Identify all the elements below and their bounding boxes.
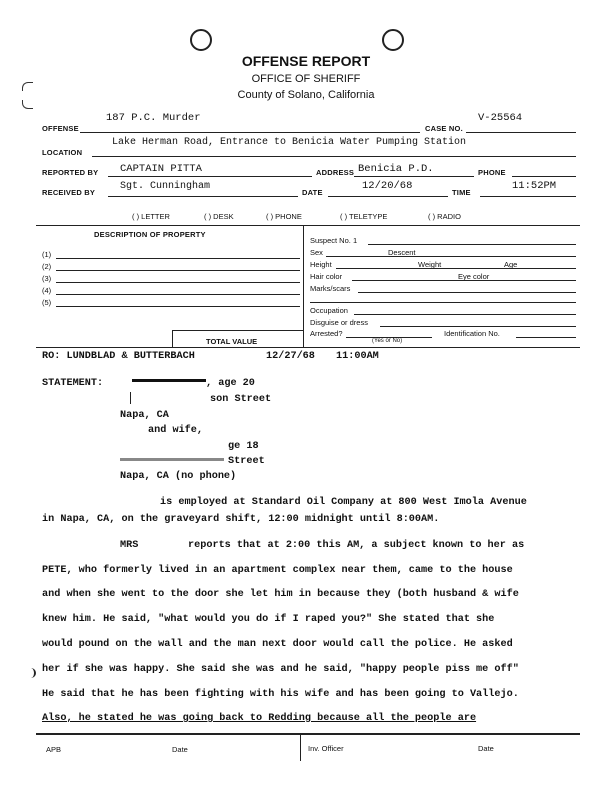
suspect-no-line bbox=[368, 244, 576, 245]
reported-by-label: REPORTED BY bbox=[42, 168, 99, 177]
body-line-2: in Napa, CA, on the graveyard shift, 12:00 midnight until 8:00AM. bbox=[42, 514, 440, 525]
method-teletype: ( ) TELETYPE bbox=[340, 212, 388, 221]
box-divider bbox=[303, 225, 304, 347]
offense-value: 187 P.C. Murder bbox=[106, 112, 201, 124]
time-underline bbox=[480, 196, 576, 197]
case-no-label: CASE NO. bbox=[425, 124, 463, 133]
phone-underline bbox=[512, 176, 576, 177]
method-letter: ( ) LETTER bbox=[132, 212, 170, 221]
body-line-3b: reports that at 2:00 this AM, a subject known to her as bbox=[188, 540, 525, 551]
property-line-5 bbox=[56, 306, 300, 307]
received-by-value: Sgt. Cunningham bbox=[120, 181, 211, 192]
sex-line bbox=[326, 256, 576, 257]
id-no-line bbox=[516, 337, 576, 338]
statement-line-4: and wife, bbox=[148, 425, 204, 436]
body-line-1: is employed at Standard Oil Company at 800 West Imola Avenue bbox=[160, 497, 527, 508]
date-value: 12/20/68 bbox=[362, 180, 413, 192]
body-line-4: PETE, who formerly lived in an apartment complex near them, came to the house bbox=[42, 565, 513, 576]
address-underline bbox=[354, 176, 474, 177]
property-row-5: (5) bbox=[42, 298, 52, 307]
footer-date-1: Date bbox=[172, 745, 188, 754]
offense-underline bbox=[80, 132, 420, 133]
footer-divider bbox=[300, 733, 301, 761]
height-line bbox=[336, 268, 576, 269]
property-row-1: (1) bbox=[42, 250, 52, 259]
yes-no-hint: (Yes or No) bbox=[372, 338, 403, 344]
arrested-label: Arrested? bbox=[310, 329, 343, 338]
hair-line bbox=[352, 280, 576, 281]
body-line-8: her if she was happy. She said she was and he said, "happy people piss me off" bbox=[42, 664, 519, 675]
report-title: OFFENSE REPORT bbox=[241, 53, 371, 69]
total-value-left bbox=[172, 330, 173, 347]
ro-officers: RO: LUNDBLAD & BUTTERBACH bbox=[42, 351, 195, 362]
offense-label: OFFENSE bbox=[42, 124, 79, 133]
time-value: 11:52PM bbox=[512, 180, 557, 192]
margin-mark-2 bbox=[22, 100, 33, 109]
marks-line-2 bbox=[310, 302, 576, 303]
statement-line-7: Napa, CA (no phone) bbox=[120, 471, 237, 482]
statement-label: STATEMENT: bbox=[42, 378, 104, 389]
punch-hole-left bbox=[190, 29, 212, 51]
address-label: ADDRESS bbox=[316, 168, 355, 177]
phone-label: PHONE bbox=[478, 168, 506, 177]
body-line-9: He said that he has been fighting with his wife and has been going to Vallejo. bbox=[42, 689, 519, 700]
age-label: Age bbox=[504, 260, 518, 269]
redaction-1 bbox=[132, 379, 206, 382]
footer-apb: APB bbox=[46, 745, 62, 754]
box-bottom bbox=[36, 347, 580, 348]
margin-mark-1 bbox=[22, 82, 33, 91]
redaction-2 bbox=[120, 458, 224, 461]
eye-label: Eye color bbox=[458, 272, 490, 281]
body-line-5: and when she went to the door she let him in because they (both husband & wife bbox=[42, 589, 519, 600]
suspect-no: Suspect No. 1 bbox=[310, 236, 358, 245]
received-by-underline bbox=[108, 196, 298, 197]
margin-mark-3 bbox=[26, 668, 36, 678]
property-line-4 bbox=[56, 294, 300, 295]
ro-date: 12/27/68 bbox=[266, 351, 315, 362]
received-by-label: RECEIVED BY bbox=[42, 188, 96, 197]
method-phone: ( ) PHONE bbox=[266, 212, 302, 221]
reported-by-value: CAPTAIN PITTA bbox=[120, 163, 202, 175]
property-row-3: (3) bbox=[42, 274, 52, 283]
office-name: OFFICE OF SHERIFF bbox=[251, 73, 361, 85]
reported-by-underline bbox=[108, 176, 312, 177]
county-name: County of Solano, California bbox=[237, 89, 375, 101]
occupation-line bbox=[354, 314, 576, 315]
statement-line-1: , age 20 bbox=[206, 378, 255, 389]
id-no-label: Identification No. bbox=[444, 329, 500, 338]
location-underline bbox=[92, 156, 576, 157]
body-line-10: Also, he stated he was going back to Redding because all the people are bbox=[42, 713, 477, 724]
property-line-2 bbox=[56, 270, 300, 271]
method-desk: ( ) DESK bbox=[204, 212, 234, 221]
statement-line-2: son Street bbox=[210, 394, 272, 405]
weight-label: Weight bbox=[418, 260, 442, 269]
property-line-1 bbox=[56, 258, 300, 259]
total-value-top bbox=[172, 330, 303, 331]
occupation-label: Occupation bbox=[310, 306, 348, 315]
case-no-underline bbox=[466, 132, 576, 133]
property-heading: DESCRIPTION OF PROPERTY bbox=[94, 230, 206, 239]
box-top bbox=[36, 225, 580, 226]
date-underline bbox=[328, 196, 448, 197]
total-value-label: TOTAL VALUE bbox=[206, 337, 258, 346]
method-radio: ( ) RADIO bbox=[428, 212, 461, 221]
time-label: TIME bbox=[452, 188, 471, 197]
property-row-2: (2) bbox=[42, 262, 52, 271]
body-line-3a: MRS bbox=[120, 540, 139, 551]
case-no-value: V-25564 bbox=[478, 112, 523, 124]
address-value: Benicia P.D. bbox=[358, 163, 434, 175]
sex-label: Sex bbox=[310, 248, 323, 257]
footer-rule bbox=[36, 733, 580, 735]
location-label: LOCATION bbox=[42, 148, 83, 157]
location-value: Lake Herman Road, Entrance to Benicia Water Pumping Station bbox=[112, 137, 467, 148]
disguise-line bbox=[380, 326, 576, 327]
marks-label: Marks/scars bbox=[310, 284, 351, 293]
statement-line-5: ge 18 bbox=[228, 441, 259, 452]
footer-inv-officer: Inv. Officer bbox=[308, 744, 344, 753]
footer-date-2: Date bbox=[478, 744, 494, 753]
hair-label: Hair color bbox=[310, 272, 343, 281]
ro-time: 11:00AM bbox=[336, 351, 379, 362]
statement-line-3: Napa, CA bbox=[120, 410, 169, 421]
descent-label: Descent bbox=[388, 248, 416, 257]
punch-hole-right bbox=[382, 29, 404, 51]
property-row-4: (4) bbox=[42, 286, 52, 295]
date-label: DATE bbox=[302, 188, 323, 197]
statement-line-6: Street bbox=[228, 456, 265, 467]
property-line-3 bbox=[56, 282, 300, 283]
body-line-7: would pound on the wall and the man next door would call the police. He asked bbox=[42, 639, 513, 650]
body-line-6: knew him. He said, "what would you do if I raped you?" She stated that she bbox=[42, 614, 495, 625]
height-label: Height bbox=[310, 260, 332, 269]
marks-line bbox=[358, 292, 576, 293]
redaction-tick bbox=[130, 392, 131, 404]
disguise-label: Disguise or dress bbox=[310, 318, 368, 327]
